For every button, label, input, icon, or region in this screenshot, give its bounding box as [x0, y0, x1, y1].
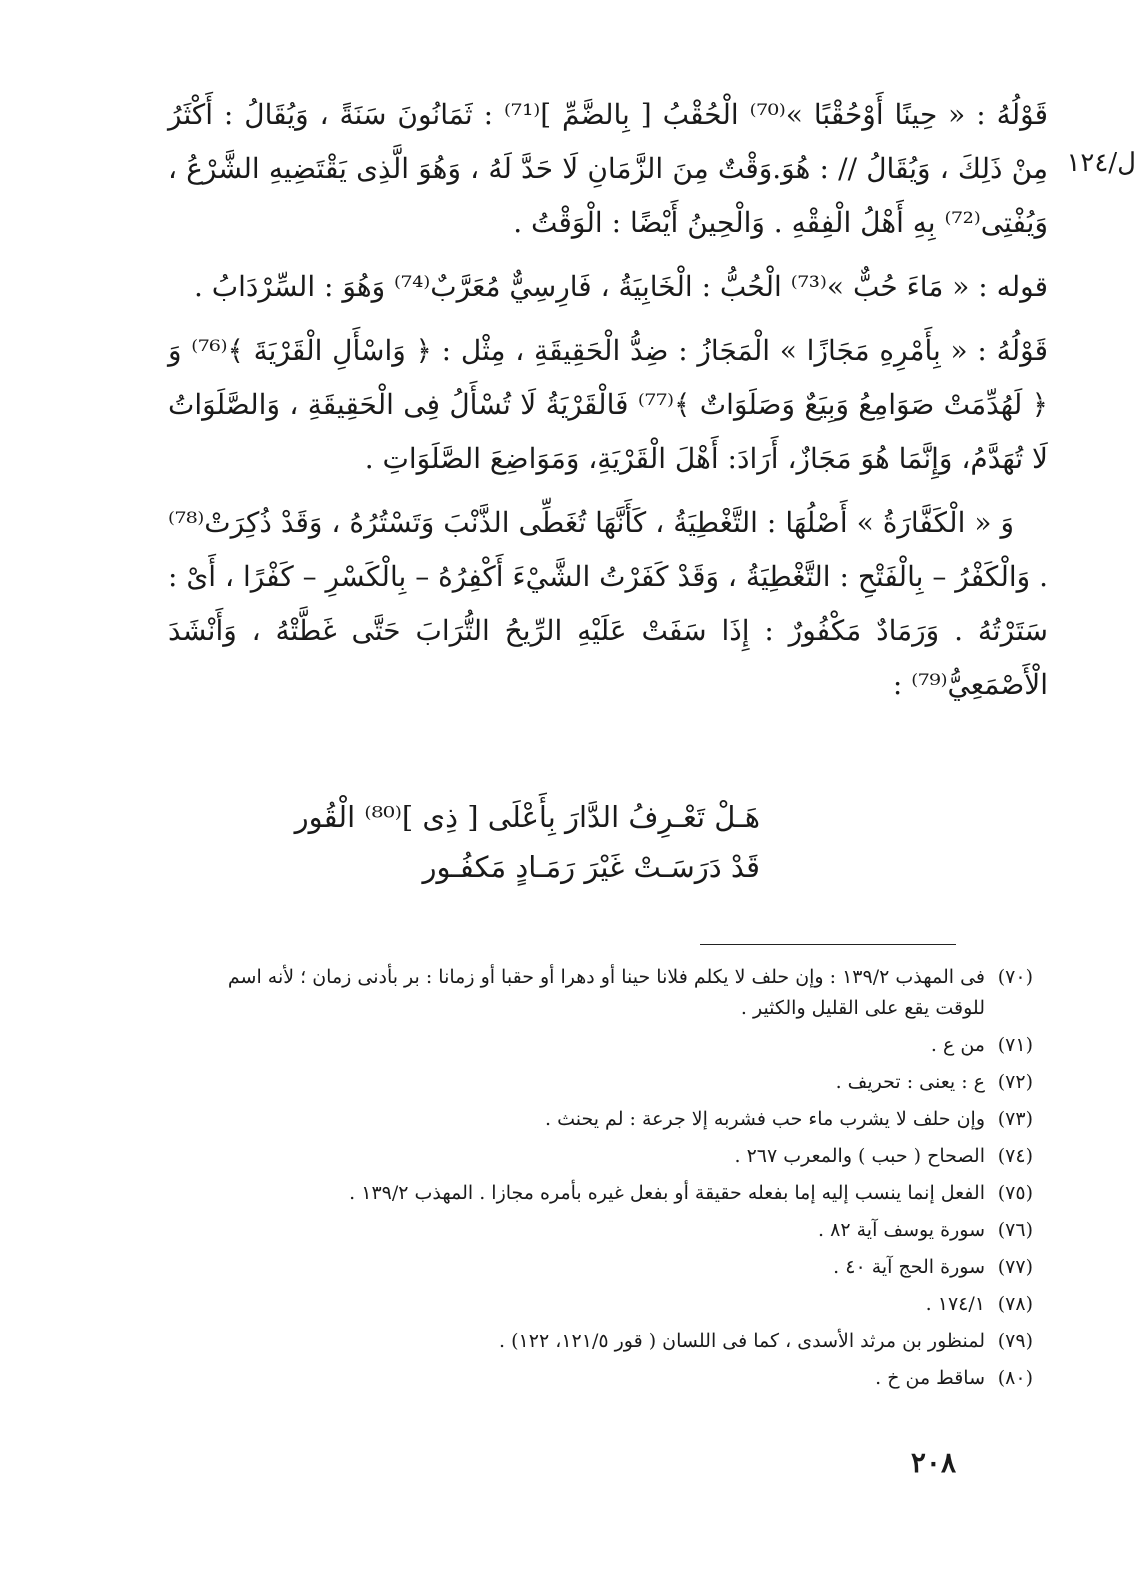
footnote-text: ساقط من خ .: [875, 1367, 985, 1389]
footnote: [190, 1289, 1033, 1320]
footnote-number: (٧٨): [997, 1293, 1033, 1315]
footnote: [190, 1252, 1033, 1283]
footnote-number: (٧٩): [997, 1330, 1033, 1352]
footnote-text: لمنظور بن مرثد الأسدى ، كما فى اللسان ( قور ١٢١/٥، ١٢٢) .: [499, 1330, 985, 1352]
paragraph-majaz: قَوْلُهُ : « بِأَمْرِهِ مَجَازًا » الْمَجَازُ : ضِدُّ الْحَقِيقَةِ ، مِثْل : ﴿ وَاسْأَلِ الْقَرْيَةَ ﴾⁽⁷⁶⁾ وَ ﴿ لَهُدِّمَتْ صَوَامِعُ وَبِيَعٌ وَصَلَوَاتٌ ﴾⁽⁷⁷⁾ فَالْقَرْيَةُ لَا تُسْأَلُ فِى الْحَقِيقَةِ ، وَالصَّلَوَاتُ لَا تُهَدَّمُ، وَإِنَّمَا هُوَ مَجَازٌ، أَرَادَ: أَهْلَ الْقَرْيَةِ، وَمَوَاضِعَ الصَّلَوَاتِ .: [168, 334, 1048, 475]
footnote-number: (٧٦): [997, 1219, 1033, 1241]
footnote-number: (٧٣): [997, 1108, 1033, 1130]
footnote-text: سورة يوسف آية ٨٢ .: [818, 1219, 985, 1241]
footnote-text: من ع .: [930, 1034, 985, 1056]
page-number: ٢٠٨: [910, 1446, 956, 1479]
footnote: [190, 1326, 1033, 1357]
footnote-text: ع : يعنى : تحريف .: [835, 1071, 985, 1093]
footnote-text: فى المهذب ١٣٩/٢ : وإن حلف لا يكلم فلانا حينا أو دهرا أو حقبا أو زمانا : بر بأدنى زمان ؛ لأنه اسم للوقت يقع على القليل والكثير .: [227, 966, 985, 1019]
poetry-verse: [294, 792, 760, 892]
footnote: [190, 962, 1033, 1024]
footnote: [190, 1141, 1033, 1172]
footnote-separator: [700, 944, 956, 945]
footnote-text: ١٧٤/١ .: [925, 1293, 985, 1315]
footnote-text: الصحاح ( حبب ) والمعرب ٢٦٧ .: [734, 1145, 985, 1167]
footnote-text: وإن حلف لا يشرب ماء حب فشربه إلا جرعة : لم يحنث .: [544, 1108, 985, 1130]
footnote-text: الفعل إنما ينسب إليه إما بفعله حقيقة أو بفعل غيره بأمره مجازا . المهذب ١٣٩/٢ .: [349, 1182, 985, 1204]
paragraph-hin: قَوْلُهُ : « حِينًا أَوْحُقْبًا »⁽⁷⁰⁾ الْحُقْبُ [ بِالضَّمِّ ]⁽⁷¹⁾ : ثَمَانُونَ سَنَةً ، وَيُقَالُ : أَكْثَرُ مِنْ ذَلِكَ ، وَيُقَالُ // : هُوَ.وَقْتٌ مِنَ الزَّمَانِ لَا حَدَّ لَهُ ، وَهُوَ الَّذِى يَقْتَضِيهِ الشَّرْعُ ، وَيُفْتِى⁽⁷²⁾ بِهِ أَهْلُ الْفِقْهِ . وَالْحِينُ أَيْضًا : الْوَقْتُ .: [168, 98, 1048, 239]
footnote-number: (٧٤): [997, 1145, 1033, 1167]
footnote-text: سورة الحج آية ٤٠ .: [833, 1256, 985, 1278]
manuscript-folio-note: ل/١٢٤: [1066, 148, 1136, 178]
paragraph-hubb: قوله : « مَاءَ حُبٌّ »⁽⁷³⁾ الْحُبُّ : الْخَابِيَةُ ، فَارِسِيٌّ مُعَرَّبٌ⁽⁷⁴⁾ وَهُوَ : السِّرْدَابُ .: [193, 270, 1048, 303]
main-text: [168, 88, 1048, 722]
footnotes: [190, 962, 1033, 1400]
footnote: [190, 1104, 1033, 1135]
footnote-number: (٧٢): [997, 1071, 1033, 1093]
footnote-number: (٧٧): [997, 1256, 1033, 1278]
footnote: [190, 1363, 1033, 1394]
paragraph-kaffara: وَ « الْكَفَّارَةُ » أَصْلُهَا : التَّغْطِيَةُ ، كَأَنَّهَا تُغَطِّى الذَّنْبَ وَتَسْتُرُهُ ، وَقَدْ ذُكِرَتْ⁽⁷⁸⁾ . وَالْكَفْرُ – بِالْفَتْحِ : التَّغْطِيَةُ ، وَقَدْ كَفَرْتُ الشَّيْءَ أَكْفِرُهُ – بِالْكَسْرِ – كَفْرًا ، أَىْ : سَتَرْتُهُ . وَرَمَادٌ مَكْفُورٌ : إِذَا سَفَتْ عَلَيْهِ الرِّيحُ التُّرَابَ حَتَّى غَطَّتْهُ ، وَأَنْشَدَ الْأَصْمَعِيُّ⁽⁷⁹⁾ :: [168, 506, 1048, 701]
footnote-number: (٧٠): [997, 966, 1033, 988]
footnote-number: (٧١): [997, 1034, 1033, 1056]
footnote: [190, 1067, 1033, 1098]
footnote: [190, 1215, 1033, 1246]
footnote-number: (٧٥): [997, 1182, 1033, 1204]
verse-line-1: هَـلْ تَعْـرِفُ الدَّارَ بِأَعْلَى [ ذِى ]⁽⁸⁰⁾ الْقُور: [294, 800, 760, 834]
footnote: [190, 1030, 1033, 1061]
verse-line-2: قَدْ دَرَسَـتْ غَيْرَ رَمَـادٍ مَكفُـور: [422, 850, 760, 884]
footnote-number: (٨٠): [997, 1367, 1033, 1389]
footnote: [190, 1178, 1033, 1209]
